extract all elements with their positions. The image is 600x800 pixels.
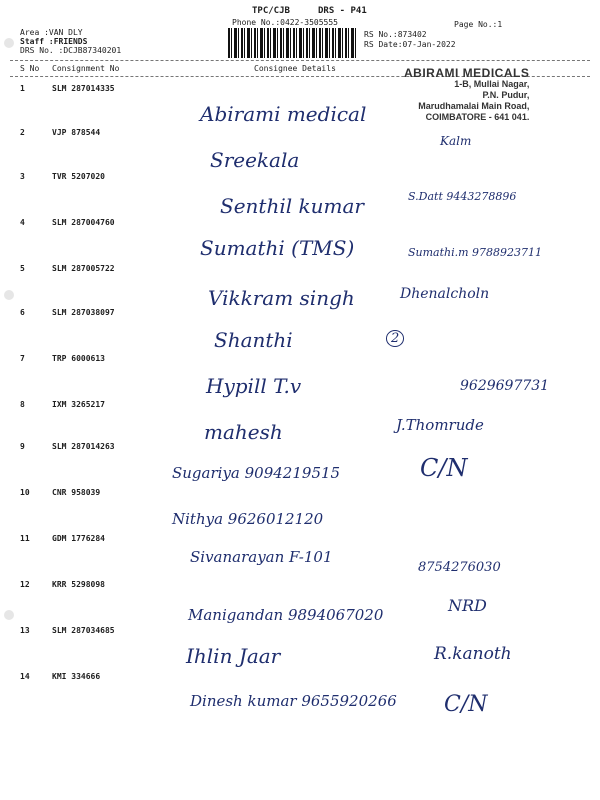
receiver-signature: S.Datt 9443278896	[408, 190, 517, 203]
row-sno: 7	[20, 354, 25, 363]
receiver-signature: Dhenalcholn	[400, 286, 490, 302]
area-field: Area :VAN DLY	[20, 28, 83, 37]
table-row	[0, 626, 600, 678]
receiver-signature: R.kanoth	[434, 644, 512, 664]
consignment-number: SLM 287038097	[52, 308, 115, 317]
consignment-number: SLM 287034685	[52, 626, 115, 635]
consignee-name: Sugariya 9094219515	[172, 464, 341, 482]
consignee-name: mahesh	[204, 420, 283, 444]
table-row	[0, 308, 600, 360]
barcode	[228, 28, 356, 58]
row-sno: 12	[20, 580, 30, 589]
consignee-name: Sivanarayan F-101	[190, 548, 333, 566]
page-number: Page No.:1	[454, 20, 503, 29]
table-row	[0, 172, 600, 224]
consignee-name: Manigandan 9894067020	[188, 606, 384, 624]
consignee-name: Ihlin Jaar	[186, 644, 281, 668]
drs-number: DRS No. :DCJB87340201	[20, 46, 122, 55]
rs-number: RS No.:873402	[364, 30, 427, 39]
phone-number: Phone No.:0422-3505555	[232, 18, 338, 27]
row-sno: 9	[20, 442, 25, 451]
col-sno: S No	[20, 64, 40, 73]
punch-hole	[4, 38, 14, 48]
consignment-number: SLM 287014263	[52, 442, 115, 451]
receiver-signature: 2	[386, 330, 404, 347]
col-consignment: Consignment No	[52, 64, 120, 73]
row-sno: 1	[20, 84, 25, 93]
consignee-name: Hypill T.v	[206, 374, 302, 398]
table-row	[0, 488, 600, 540]
receiver-signature: C/N	[420, 454, 468, 482]
row-sno: 14	[20, 672, 30, 681]
consignment-number: CNR 958039	[52, 488, 101, 497]
stamp-signature: Kalm	[440, 134, 472, 148]
receiver-signature: Sumathi.m 9788923711	[408, 246, 543, 259]
row-sno: 11	[20, 534, 30, 543]
row-sno: 13	[20, 626, 30, 635]
stamp-line: Marudhamalai Main Road,	[418, 101, 530, 111]
consignee-name: Abirami medical	[200, 102, 367, 126]
consignee-name: Senthil kumar	[220, 194, 364, 218]
receiver-signature: C/N	[444, 692, 488, 717]
table-row	[0, 354, 600, 406]
stamp-name: ABIRAMI MEDICALS	[404, 66, 530, 80]
table-row	[0, 580, 600, 632]
drs-title: DRS - P41	[318, 6, 367, 16]
consignment-number: TVR 5207020	[52, 172, 105, 181]
row-sno: 4	[20, 218, 25, 227]
consignee-name: Vikkram singh	[208, 286, 355, 310]
consignee-name: Sumathi (TMS)	[200, 236, 355, 260]
row-sno: 3	[20, 172, 25, 181]
table-row	[0, 672, 600, 724]
staff-field: Staff :FRIENDS	[20, 37, 88, 46]
row-sno: 6	[20, 308, 25, 317]
consignment-number: SLM 287005722	[52, 264, 115, 273]
row-sno: 10	[20, 488, 30, 497]
consignment-number: VJP 878544	[52, 128, 101, 137]
consignee-name: Dinesh kumar 9655920266	[190, 692, 397, 710]
consignee-name: Sreekala	[210, 148, 300, 172]
consignee-name: Shanthi	[214, 328, 293, 352]
rs-date: RS Date:07-Jan-2022	[364, 40, 456, 49]
header-rule	[10, 60, 590, 61]
receiver-signature: 9629697731	[460, 378, 550, 394]
route-code: TPC/CJB	[252, 6, 290, 16]
row-sno: 5	[20, 264, 25, 273]
table-row	[0, 218, 600, 270]
consignee-name: Nithya 9626012120	[172, 510, 324, 528]
row-sno: 8	[20, 400, 25, 409]
consignment-number: KMI 334666	[52, 672, 101, 681]
stamp-line: P.N. Pudur,	[482, 90, 530, 100]
receiver-signature: 8754276030	[418, 560, 501, 575]
consignment-number: SLM 287014335	[52, 84, 115, 93]
stamp-line: COIMBATORE - 641 041.	[425, 112, 530, 122]
receiver-signature: NRD	[448, 596, 487, 615]
table-row	[0, 534, 600, 586]
consignment-number: IXM 3265217	[52, 400, 105, 409]
consignment-number: SLM 287004760	[52, 218, 115, 227]
consignment-number: TRP 6000613	[52, 354, 105, 363]
receiver-signature: J.Thomrude	[396, 416, 484, 434]
table-row	[0, 442, 600, 494]
col-consignee: Consignee Details	[254, 64, 336, 73]
row-sno: 2	[20, 128, 25, 137]
consignment-number: GDM 1776284	[52, 534, 105, 543]
stamp-line: 1-B, Mullai Nagar,	[454, 79, 530, 89]
consignment-number: KRR 5298098	[52, 580, 105, 589]
